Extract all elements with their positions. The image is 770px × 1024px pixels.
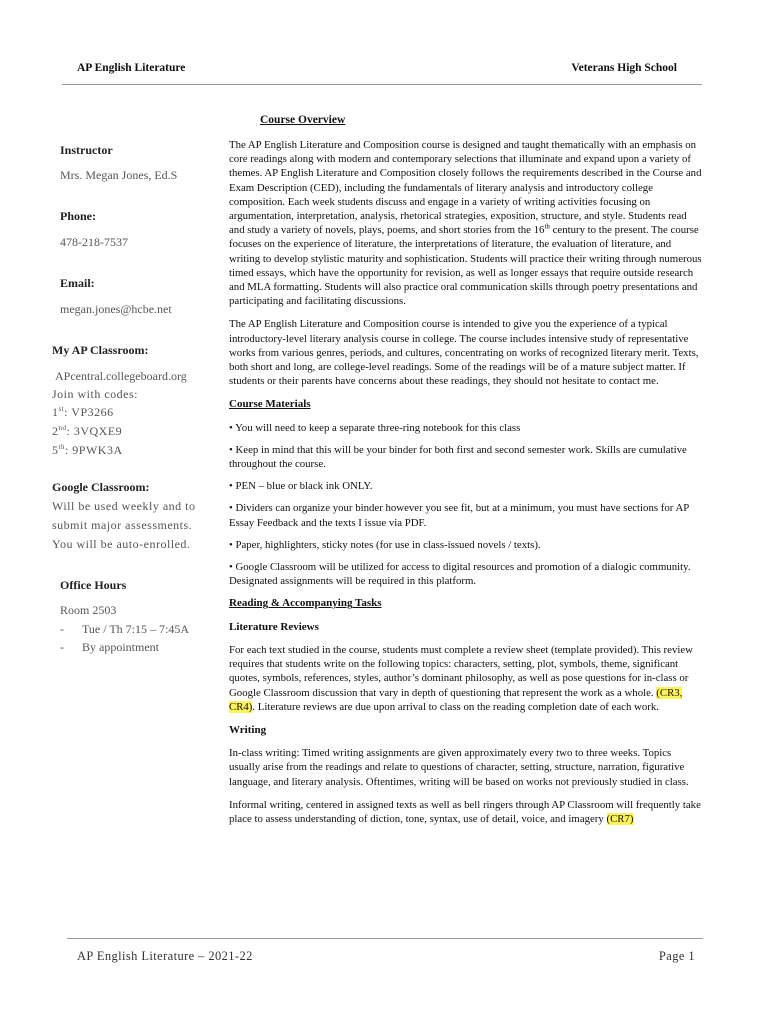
highlight-cr7: (CR7) xyxy=(606,812,634,825)
materials-item: • PEN – blue or black ink ONLY. xyxy=(229,480,373,493)
writing-heading: Writing xyxy=(229,723,267,736)
google-classroom-line-2: submit major assessments. xyxy=(52,518,193,532)
join-code-1: 1st: VP3266 xyxy=(52,405,114,419)
header-course-title: AP English Literature xyxy=(77,62,186,74)
bullet-icon: • xyxy=(229,421,233,434)
google-classroom-line-3: You will be auto-enrolled. xyxy=(52,537,191,551)
phone-number: 478-218-7537 xyxy=(60,235,128,249)
join-code-3: 5th: 9PWK3A xyxy=(52,443,123,457)
office-room: Room 2503 xyxy=(60,603,117,617)
materials-item: • Paper, highlighters, sticky notes (for use in class-issued novels / texts). xyxy=(229,538,541,551)
materials-item: • Dividers can organize your binder however you see fit, but at a minimum, you must have sections for AP Essay Feedback and the texts I issue via PDF. xyxy=(229,502,689,529)
join-codes-text: Join with codes: xyxy=(52,387,138,401)
overview-paragraph-2: The AP English Literature and Composition course is intended to give you the experience of a typical introductory-level literary analysis course in college. The course includes intensive study of representative works from various genres, periods, and cultures, concentrating on works of recognized literary merit. Texts, both short and long, are college-level readings. Some of the readings will be of a mature subject matter. If students or their parents have concerns about these readings, they should not hesitate to contact me. xyxy=(229,318,699,388)
materials-item: • You will need to keep a separate three-ring notebook for this class xyxy=(229,421,521,434)
join-code-2: 2nd: 3VQXE9 xyxy=(52,424,123,438)
instructor-label: Instructor xyxy=(60,143,113,157)
office-hours-label: Office Hours xyxy=(60,578,127,592)
overview-paragraph-1: The AP English Literature and Composition course is designed and taught thematically with an emphasis on core readings along with modern and contemporary selections that illuminate and expand upon a variety of themes. AP English Literature and Composition closely follows the requirements described in the Course and Exam Description (CED), including the fundamentals of literary analysis and introductory college composition. Each week students discuss and engage in a variety of writing activities focusing on argumentation, interpretation, analysis, rhetorical strategies, exposition, structure, and style. Students read and study a variety of novels, plays, poems, and short stories from the 16th century to the present. The course focuses on the experience of literature, the interpretations of literature, the evaluation of literature, and writing to develop stylistic maturity and sophistication. Students will practice their writing through numerous timed essays, which have the opportunity for revision, as well as longer essays that require outside research and MLA formatting. Students will also practice oral communication skills through poetry presentations and participating and facilitating discussions. xyxy=(229,139,702,308)
ap-classroom-site[interactable]: APcentral.collegeboard.org xyxy=(55,369,187,383)
materials-item: • Keep in mind that this will be your binder for both first and second semester work. Skills are cumulative throughout the course. xyxy=(229,443,687,471)
reading-tasks-heading: Reading & Accompanying Tasks xyxy=(229,597,382,610)
office-hours-dash-1: - xyxy=(60,622,64,636)
office-hours-1: Tue / Th 7:15 – 7:45A xyxy=(82,622,190,636)
sidebar xyxy=(0,0,220,1024)
bullet-icon: • xyxy=(229,502,233,515)
bullet-icon: • xyxy=(229,561,233,574)
literature-reviews-paragraph: For each text studied in the course, students must complete a review sheet (template provided). This review requires that students write on the following topics: characters, setting, plot, symbols, theme, significant quotes, symbols, references, styles, author’s dominant philosophy, as well as pose questions for in-class or Google Classroom discussion that vary in depth of questioning that represent the work as a whole. (CR3, CR4). Literature reviews are due upon arrival to class on the reading completion date of each work. xyxy=(229,643,693,713)
literature-reviews-heading: Literature Reviews xyxy=(229,620,319,633)
bullet-icon: • xyxy=(229,480,233,493)
instructor-name: Mrs. Megan Jones, Ed.S xyxy=(60,168,178,182)
google-classroom-label: Google Classroom: xyxy=(52,480,150,494)
bullet-icon: • xyxy=(229,443,233,456)
materials-item: • Google Classroom will be utilized for access to digital resources and promotion of a dialogic community. Designated assignments will be required in this platform. xyxy=(229,561,691,588)
office-hours-2: By appointment xyxy=(82,640,159,654)
email-label: Email: xyxy=(60,276,95,290)
office-hours-dash-2: - xyxy=(60,640,64,654)
footer-course-year: AP English Literature – 2021-22 xyxy=(77,949,253,963)
course-overview-heading: Course Overview xyxy=(260,114,346,126)
course-materials-heading: Course Materials xyxy=(229,398,311,411)
email-link[interactable]: megan.jones@hcbe.net xyxy=(60,302,172,316)
footer-divider xyxy=(67,938,703,939)
phone-label: Phone: xyxy=(60,209,96,223)
writing-paragraph-1: In-class writing: Timed writing assignments are given approximately every two to three weeks. Topics usually arise from the readings and relate to questions of character, setting, structure, narration, figurative language, and literary analysis. Oftentimes, writing will be based on works not previously studied in class. xyxy=(229,747,689,788)
bullet-icon: • xyxy=(229,538,233,551)
writing-paragraph-2: Informal writing, centered in assigned texts as well as bell ringers through AP Classroom will frequently take place to assess understanding of diction, tone, syntax, use of detail, voice, and imagery (CR7) xyxy=(229,798,701,825)
ap-classroom-label: My AP Classroom: xyxy=(52,343,149,357)
footer-page-number: Page 1 xyxy=(658,949,695,963)
highlight-cr3-cr4: (CR3, CR4) xyxy=(229,686,683,713)
header-school-name: Veterans High School xyxy=(571,62,677,74)
main-content xyxy=(229,138,702,835)
google-classroom-line-1: Will be used weekly and to xyxy=(52,499,196,513)
